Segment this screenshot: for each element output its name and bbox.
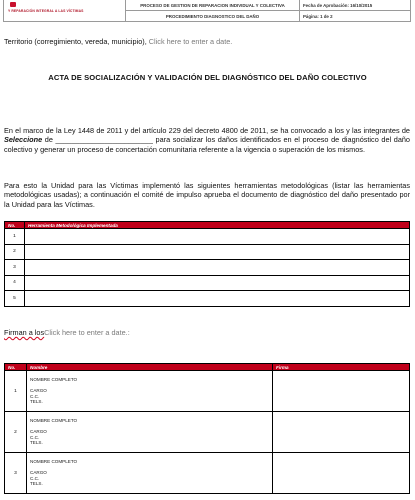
paragraph-tools: Para esto la Unidad para las Víctimas implementó las siguientes herramientas metodológicas (listar las herramientas metodológicas usadas); a continuación el comité de impulso aprueba el documento de diagnóstico del daño presentado por la Unidad para las Víctimas. (4, 181, 410, 209)
tools-header-no: No. (5, 222, 25, 229)
table-row (5, 453, 410, 494)
cargo-label: CARGO (30, 470, 47, 476)
name-cell[interactable] (27, 453, 273, 494)
full-name-label: NOMBRE COMPLETO (30, 418, 78, 424)
sig-header-signature: Firma (273, 364, 410, 371)
signature-cell[interactable] (273, 412, 410, 453)
row-number: 5 (5, 291, 25, 307)
row-number: 2 (5, 244, 25, 260)
name-cell[interactable] (27, 412, 273, 453)
cc-label: C.C. (30, 393, 40, 399)
tels-label: TELS. (30, 440, 43, 446)
tools-header-tool: Herramienta Metodológica Implementada (25, 222, 410, 229)
table-row (5, 412, 410, 453)
header-approval-date: Fecha de Aprobación: 16/10/2015 (300, 0, 410, 11)
full-name-label: NOMBRE COMPLETO (30, 377, 78, 383)
name-cell[interactable] (27, 371, 273, 412)
row-number: 4 (5, 275, 25, 291)
row-number: 1 (5, 371, 27, 412)
seleccione-dropdown[interactable]: Seleccione (4, 135, 43, 145)
header-process: PROCESO DE GESTION DE REPARACION INDIVIDUAL Y COLECTIVA (126, 0, 299, 11)
tools-table (4, 221, 410, 307)
logo-text: Y REPARACIÓN INTEGRAL A LAS VÍCTIMAS (8, 9, 84, 13)
tool-cell[interactable] (25, 244, 410, 260)
firmas-line (4, 328, 410, 337)
header-pages: Página: 1 de 2 (303, 13, 333, 19)
cargo-label: CARGO (30, 429, 47, 435)
header-meta-cell (300, 0, 410, 21)
signature-cell[interactable] (273, 371, 410, 412)
tool-cell[interactable] (25, 229, 410, 245)
territorio-line (4, 37, 410, 46)
cc-label: C.C. (30, 434, 40, 440)
page-title: ACTA DE SOCIALIZACIÓN Y VALIDACIÓN DEL DIAGNÓSTICO DEL DAÑO COLECTIVO (48, 73, 367, 82)
row-number: 2 (5, 412, 27, 453)
paragraph-intro (4, 126, 410, 154)
table-row (5, 229, 410, 245)
sig-header-no: No. (5, 364, 27, 371)
logo-mark (10, 2, 16, 7)
table-row (5, 260, 410, 276)
header-procedure: PROCEDIMIENTO DIAGNOSTICO DEL DAÑO (165, 13, 260, 19)
tool-cell[interactable] (25, 291, 410, 307)
territorio-label: Territorio (corregimiento, vereda, municipio), (4, 37, 147, 46)
table-row (5, 291, 410, 307)
signatures-table-header (5, 364, 410, 371)
firmas-date-field[interactable]: Click here to enter a date.: (44, 328, 130, 337)
row-number: 3 (5, 453, 27, 494)
firmas-label: Firman a los (4, 328, 45, 337)
cargo-label: CARGO (30, 388, 47, 394)
tels-label: TELS. (30, 481, 43, 487)
document-header (3, 0, 411, 22)
paragraph-intro-part1: En el marco de la Ley 1448 de 2011 y del artículo 229 del decreto 4800 de 2011, se ha convocado a los y las integrantes de (4, 126, 410, 135)
table-row (5, 275, 410, 291)
tool-cell[interactable] (25, 260, 410, 276)
row-number: 3 (5, 260, 25, 276)
table-row (5, 371, 410, 412)
row-number: 1 (5, 229, 25, 245)
header-process-cell (126, 0, 300, 21)
cc-label: C.C. (30, 475, 40, 481)
sig-header-name: Nombre (27, 364, 273, 371)
tels-label: TELS. (30, 399, 43, 405)
full-name-label: NOMBRE COMPLETO (30, 459, 78, 465)
signatures-table (4, 363, 410, 494)
tools-table-header (5, 222, 410, 229)
territorio-date-field[interactable]: Click here to enter a date. (148, 37, 233, 46)
logo-cell (4, 0, 126, 21)
table-row (5, 244, 410, 260)
paragraph-intro-part2: de ________________________ para socializar los daños identificados en el proceso de diagnóstico del daño colectivo y generar un proceso de concertación comunitaria referente a la vigencia o superación de los mismos. (4, 135, 410, 154)
signature-cell[interactable] (273, 453, 410, 494)
tool-cell[interactable] (25, 275, 410, 291)
